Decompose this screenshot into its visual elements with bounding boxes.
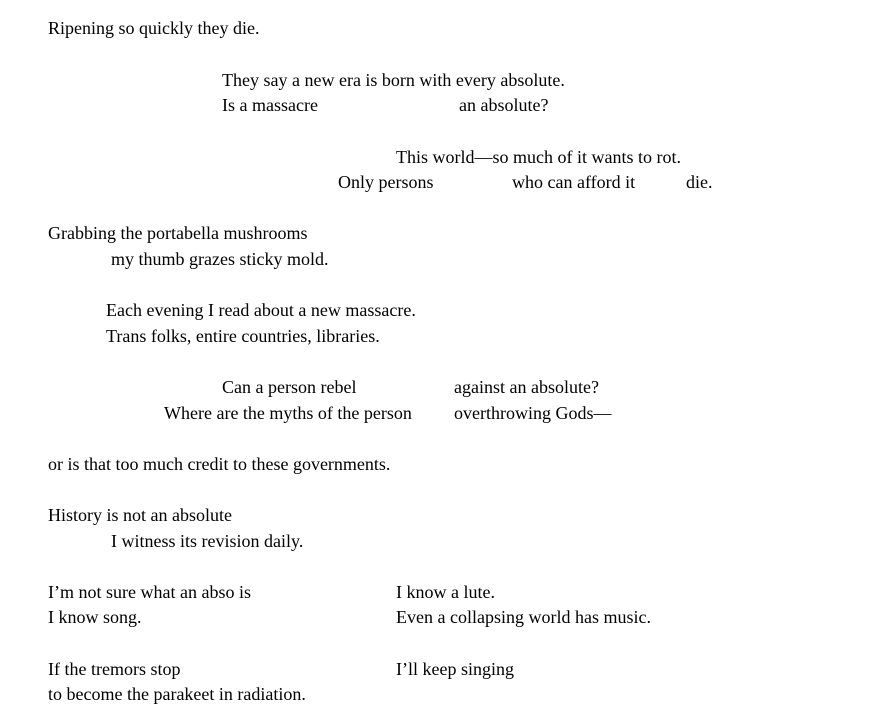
poem-line-fragment: I know song. <box>48 607 142 627</box>
poem-line-fragment: Only persons <box>338 172 434 192</box>
poem-line-fragment: an absolute? <box>459 95 549 115</box>
poem-line: This world—so much of it wants to rot. <box>396 147 681 167</box>
poem-line-fragment: I’ll keep singing <box>396 659 514 679</box>
poem-line: I witness its revision daily. <box>111 531 304 551</box>
poem-line: my thumb grazes sticky mold. <box>111 249 329 269</box>
poem-line-fragment: to become the parakeet in radiation. <box>48 684 306 704</box>
poem-line-fragment: Even a collapsing world has music. <box>396 607 651 627</box>
poem-line-fragment: I’m not sure what an abso is <box>48 582 251 602</box>
poem-line-fragment: I know a lute. <box>396 582 495 602</box>
poem-line-fragment: overthrowing Gods— <box>454 403 612 423</box>
poem-line-fragment: Can a person rebel <box>222 377 357 397</box>
poem-line-fragment: Is a massacre <box>222 95 318 115</box>
poem-line-fragment: against an absolute? <box>454 377 599 397</box>
poem-line: History is not an absolute <box>48 505 232 525</box>
poem-line: They say a new era is born with every absolute. <box>222 70 565 90</box>
poem-line: Ripening so quickly they die. <box>48 18 260 38</box>
poem-line: or is that too much credit to these governments. <box>48 454 391 474</box>
poem-line-fragment: who can afford it <box>512 172 636 192</box>
poem-line: Grabbing the portabella mushrooms <box>48 223 308 243</box>
poem-line-fragment: Where are the myths of the person <box>164 403 412 423</box>
poem-line: Each evening I read about a new massacre. <box>106 300 416 320</box>
poem-line: Trans folks, entire countries, libraries. <box>106 326 380 346</box>
poem-line-fragment: die. <box>686 172 713 192</box>
poem-line-fragment: If the tremors stop <box>48 659 181 679</box>
